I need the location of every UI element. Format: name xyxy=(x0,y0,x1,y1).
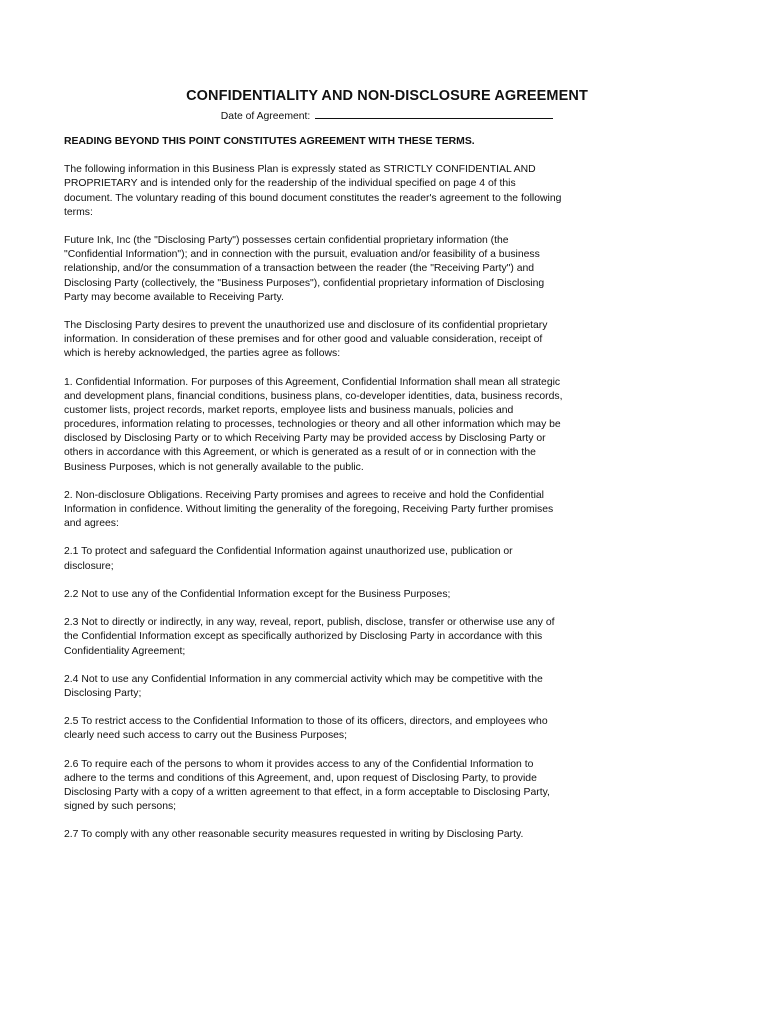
date-label: Date of Agreement: xyxy=(220,111,311,122)
date-blank-field xyxy=(315,107,553,119)
clause-2-7: 2.7 To comply with any other reasonable security measures requested in writing by Disclosing Party. xyxy=(64,829,524,841)
paragraph-consideration: The Disclosing Party desires to prevent the unauthorized use and disclosure of its confidential proprietary information. In consideration of these premises and for other good and valuable consideration, receipt of which is hereby acknowledged, the parties agree as follows: xyxy=(64,319,548,360)
clause-2-6: 2.6 To require each of the persons to whom it provides access to any of the Confidential Information to adhere to the terms and conditions of this Agreement, and, upon request of Disclosing Party, to provide Disclosing Party with a copy of a written agreement to that effect, in a form acceptable to Disclosing Party, signed by such persons; xyxy=(64,758,550,813)
paragraph-intro: The following information in this Business Plan is expressly stated as STRICTLY CONFIDENTIAL AND PROPRIETARY and is intended only for the readership of the individual specified on page 4 of this document. The voluntary reading of this bound document constitutes the reader's agreement to the following terms: xyxy=(64,164,562,218)
clause-2-1: 2.1 To protect and safeguard the Confidential Information against unauthorized use, publication or disclosure; xyxy=(64,546,513,572)
document-body xyxy=(64,135,564,857)
clause-1-confidential-information: 1. Confidential Information. For purposes of this Agreement, Confidential Information shall mean all strategic and development plans, financial conditions, business plans, co-developer identities, data, business records, customer lists, project records, market reports, employee lists and business manuals, policies and procedures, information relating to processes, technologies or theory and all other information which may be disclosed by Disclosing Party or to which Receiving Party may be provided access by Disclosing Party or others in accordance with this Agreement, or which is generated as a result of or in connection with the Business Purposes, which is not generally available to the public. xyxy=(64,376,563,473)
paragraph-parties: Future Ink, Inc (the "Disclosing Party") possesses certain confidential proprietary information (the "Confidential Information"); and in connection with the pursuit, evaluation and/or feasibility of a business relationship, and/or the consummation of a transaction between the reader (the "Receiving Party") and Disclosing Party (collectively, the "Business Purposes"), confidential proprietary information of Disclosing Party may become available to Receiving Party. xyxy=(64,235,545,303)
clause-2-2: 2.2 Not to use any of the Confidential Information except for the Business Purposes; xyxy=(64,588,451,600)
clause-2-5: 2.5 To restrict access to the Confidential Information to those of its officers, directors, and employees who clearly need such access to carry out the Business Purposes; xyxy=(64,716,548,742)
agreement-warning: READING BEYOND THIS POINT CONSTITUTES AGREEMENT WITH THESE TERMS. xyxy=(64,136,475,147)
clause-2-4: 2.4 Not to use any Confidential Information in any commercial activity which may be competitive with the Disclosing Party; xyxy=(64,673,543,699)
date-of-agreement-line xyxy=(0,107,768,124)
document-title: CONFIDENTIALITY AND NON-DISCLOSURE AGREEMENT xyxy=(186,88,588,104)
clause-2-non-disclosure-obligations: 2. Non-disclosure Obligations. Receiving Party promises and agrees to receive and hold the Confidential Information in confidence. Without limiting the generality of the foregoing, Receiving Party further promises and agrees: xyxy=(64,489,554,530)
clause-2-3: 2.3 Not to directly or indirectly, in any way, reveal, report, publish, disclose, transfer or otherwise use any of the Confidential Information except as specifically authorized by Disclosing Party in accordance with this Confidentiality Agreement; xyxy=(64,617,555,657)
